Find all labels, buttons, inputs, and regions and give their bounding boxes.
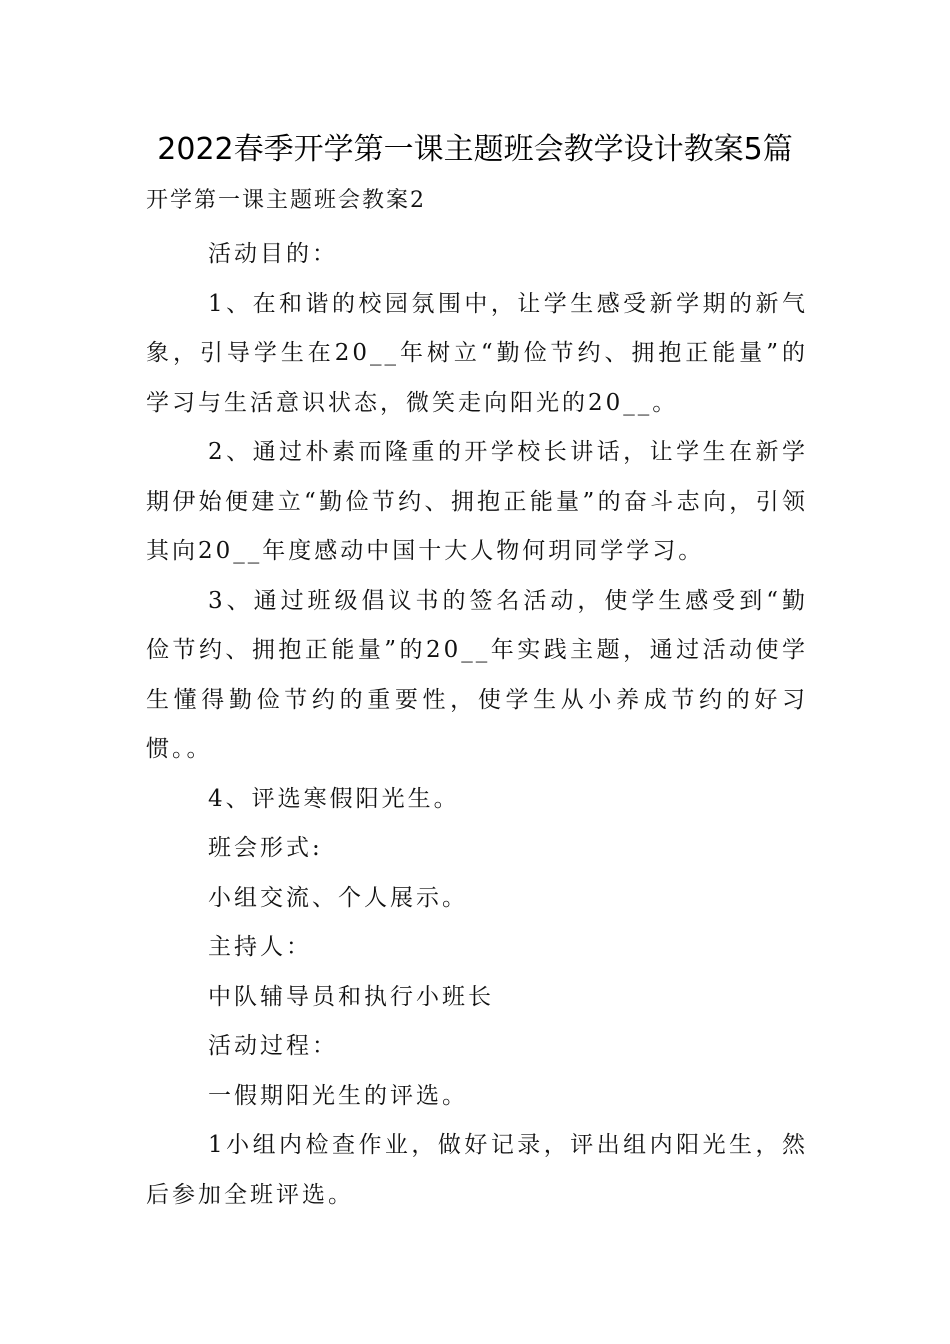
paragraph-process-step-1-detail: 1小组内检查作业，做好记录，评出组内阳光生，然后参加全班评选。 [146, 1132, 808, 1208]
paragraph-host-heading: 主持人： [208, 934, 312, 960]
paragraph-format: 小组交流、个人展示。 [208, 884, 468, 911]
paragraph-activity-goal-heading: 活动目的： [208, 241, 338, 267]
paragraph-goal-1: 1、在和谐的校园氛围中，让学生感受新学期的新气象，引导学生在20__年树立“勤俭节约、拥抱正能量”的学习与生活意识状态，微笑走向阳光的20__。 [146, 290, 808, 416]
paragraph-host: 中队辅导员和执行小班长 [208, 983, 494, 1010]
paragraph-format-heading: 班会形式: [208, 835, 323, 861]
paragraph-process-heading: 活动过程： [208, 1033, 338, 1059]
document-title: 2022春季开学第一课主题班会教学设计教案5篇 [157, 132, 793, 167]
paragraph-goal-3: 3、通过班级倡议书的签名活动，使学生感受到“勤俭节约、拥抱正能量”的20__年实践主题，通过活动使学生懂得勤俭节约的重要性，使学生从小养成节约的好习惯。。 [146, 587, 808, 762]
paragraph-goal-2: 2、通过朴素而隆重的开学校长讲话，让学生在新学期伊始便建立“勤俭节约、拥抱正能量”的奋斗志向，引领其向20__年度感动中国十大人物何玥同学学习。 [146, 439, 808, 564]
document-subtitle: 开学第一课主题班会教案2 [146, 188, 426, 213]
paragraph-process-step-1: 一假期阳光生的评选。 [208, 1082, 468, 1109]
document-body [146, 230, 808, 1220]
paragraph-goal-4: 4、评选寒假阳光生。 [208, 785, 460, 812]
